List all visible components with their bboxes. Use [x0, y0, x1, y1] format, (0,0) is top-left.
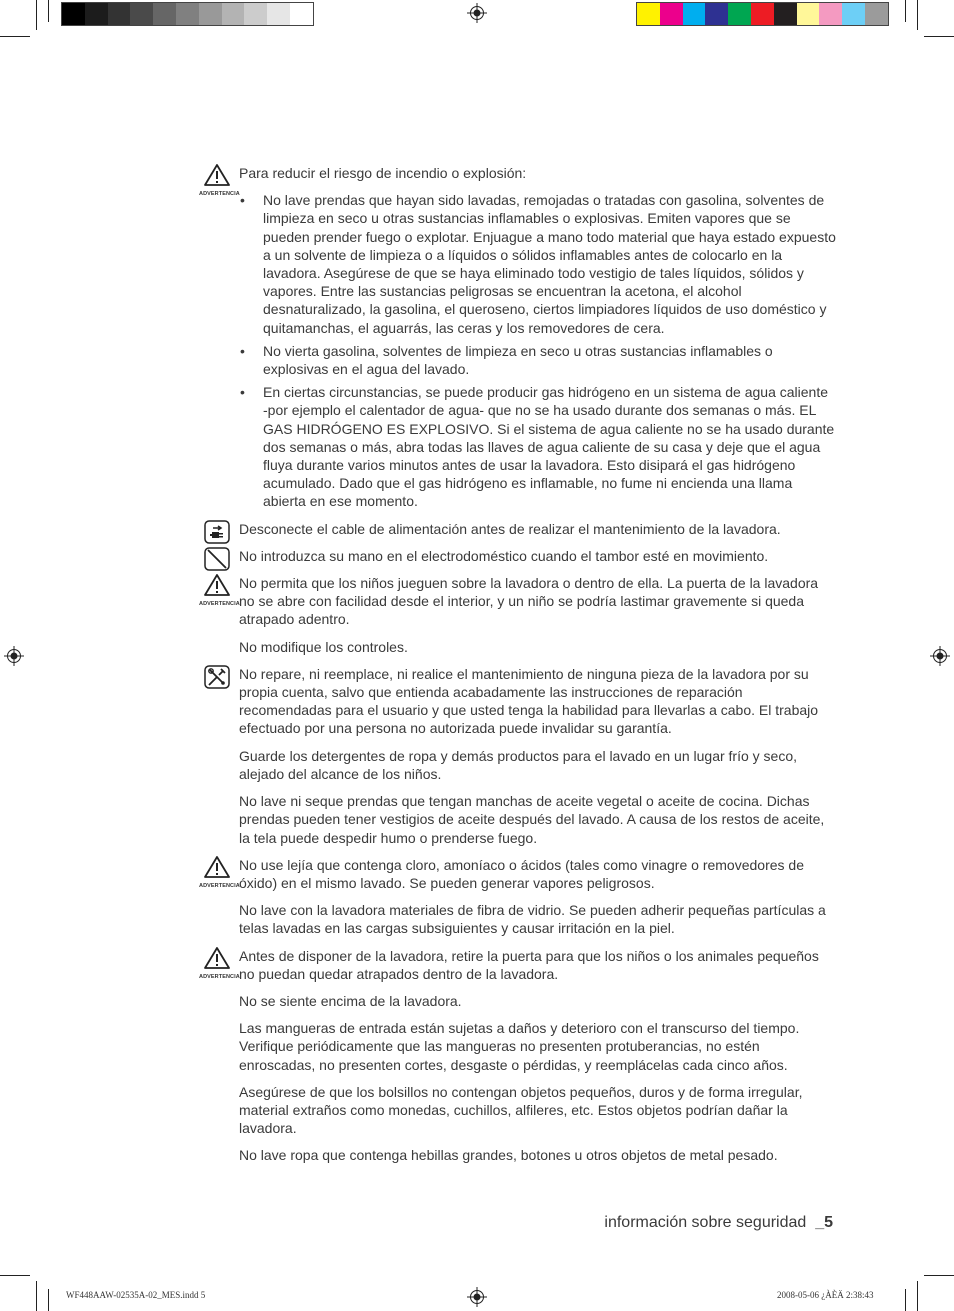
slug-date: 2008-05-06 ¿ÀÈÄ 2:38:43: [777, 1290, 874, 1300]
pockets-block: [196, 1083, 836, 1138]
oil-text: No lave ni seque prendas que tengan manchas de aceite vegetal o aceite de cocina. Dichas prendas pueden tener vestigios de aceite después del lavado. A causa de los restos de aceite, la tela puede despedir humo o prenderse fuego.: [239, 793, 825, 846]
bleach-text: No use lejía que contenga cloro, amoníaco o ácidos (tales como vinagre o removedores de óxido) en el mismo lavado. Se pueden generar vapores peligrosos.: [239, 856, 804, 891]
buckles-text: No lave ropa que contenga hebillas grandes, botones u otros objetos de metal pesado.: [239, 1147, 778, 1164]
repair-block: [196, 665, 836, 738]
warning-label: ADVERTENCIA: [199, 601, 240, 608]
color-swatch: [774, 3, 797, 25]
color-swatch: [865, 3, 888, 25]
warning-triangle-icon: [204, 164, 230, 186]
crop-mark: [917, 1281, 918, 1311]
buckles-block: [196, 1146, 836, 1164]
fire-bullet-list: [239, 191, 836, 510]
page-number: 5: [824, 1214, 833, 1231]
color-swatch: [660, 3, 683, 25]
process-color-bar: [636, 2, 889, 26]
color-swatch: [705, 3, 728, 25]
warning-icon-wrapper: [196, 164, 238, 203]
registration-mark-icon: [4, 646, 24, 666]
unplug-icon-wrapper: [196, 520, 238, 544]
list-item: • En ciertas circunstancias, se puede producir gas hidrógeno en un sistema de agua caliente -por ejemplo el calentador de agua- que no se ha usado durante dos semanas o más. EL GAS HIDRÓGENO ES EXPLOSIVO. Si el sistema de agua caliente no se ha usado durante dos semanas o más, abra todas las llaves de agua caliente de su casa y deje que el agua fluya durante varios minutos antes de usar la lavadora. Esto disipará el gas hidrógeno acumulado. Dado que el gas hidrógeno es inflamable, no fume ni encienda una llama abierta en ese momento.: [239, 383, 836, 510]
color-swatch: [199, 3, 222, 25]
color-swatch: [153, 3, 176, 25]
color-swatch: [728, 3, 751, 25]
color-swatch: [683, 3, 706, 25]
crop-mark: [0, 36, 30, 37]
color-swatch: [751, 3, 774, 25]
slug-file-name: WF448AAW-02535A-02_MES.indd 5: [66, 1290, 206, 1300]
footer-page-prefix: _: [815, 1214, 825, 1231]
color-swatch: [244, 3, 267, 25]
controls-text: No modifique los controles.: [239, 638, 408, 655]
color-swatch: [222, 3, 245, 25]
color-swatch: [85, 3, 108, 25]
warning-label: ADVERTENCIA: [199, 191, 240, 197]
list-item: • No vierta gasolina, solventes de limpieza en seco u otras sustancias inflamables o explosivas en el agua del lavado.: [239, 342, 836, 378]
warning-label: ADVERTENCIA: [199, 882, 240, 889]
crop-mark: [0, 1275, 30, 1276]
crop-mark: [917, 0, 918, 30]
safety-content: [196, 164, 836, 1174]
crop-mark: [905, 0, 906, 22]
detergents-block: [196, 747, 836, 783]
hoses-text: Las mangueras de entrada están sujetas a daños y deterioro con el transcurso del tiempo. Verifique periódicamente que las mangueras no presenten protuberancias, no estén enroscadas, no presenten cortes, desgaste o pérdidas, y reemplácelas cada cinco años.: [239, 1020, 800, 1073]
repair-text: No repare, ni reemplace, ni realice el mantenimiento de ninguna pieza de la lavadora por su propia cuenta, salvo que entienda acabadamente las instrucciones de reparación recomendadas para el usuario y que usted tenga la habilidad para llevarlas a cabo. El trabajo efectuado por una persona no autorizada puede invalidar su garantía.: [239, 665, 819, 737]
hand-text: No introduzca su mano en el electrodoméstico cuando el tambor esté en movimiento.: [239, 547, 769, 564]
detergents-text: Guarde los detergentes de ropa y demás productos para el lavado en un lugar frío y seco, alejado del alcance de los niños.: [239, 747, 798, 782]
fire-warning-block: [196, 164, 836, 511]
footer-section-title: información sobre seguridad: [604, 1214, 807, 1231]
crop-mark: [48, 0, 49, 22]
color-swatch: [176, 3, 199, 25]
no-repair-icon-wrapper: [196, 665, 238, 689]
color-swatch: [62, 3, 85, 25]
no-repair-icon: [204, 665, 230, 689]
prohibited-icon-wrapper: [196, 547, 238, 571]
fire-intro: Para reducir el riesgo de incendio o explosión:: [239, 165, 527, 181]
warning-icon-wrapper: [196, 856, 238, 895]
color-swatch: [130, 3, 153, 25]
crop-mark: [48, 1289, 49, 1311]
grayscale-color-bar: [61, 2, 314, 26]
color-swatch: [290, 3, 313, 25]
color-swatch: [842, 3, 865, 25]
crop-mark: [924, 36, 954, 37]
unplug-block: [196, 520, 836, 538]
warning-triangle-icon: [204, 856, 230, 878]
color-swatch: [819, 3, 842, 25]
page-footer: [604, 1214, 833, 1232]
oil-block: [196, 792, 836, 847]
warning-triangle-icon: [204, 947, 230, 969]
color-swatch: [108, 3, 131, 25]
crop-mark: [36, 0, 37, 30]
color-swatch: [797, 3, 820, 25]
hoses-block: [196, 1019, 836, 1074]
crop-mark: [36, 1281, 37, 1311]
fiberglass-block: [196, 901, 836, 937]
registration-mark-icon: [930, 646, 950, 666]
disposal-text: Antes de disponer de la lavadora, retire la puerta para que los niños o los animales pequeños no puedan quedar atrapados dentro de la lavadora.: [239, 947, 819, 982]
color-swatch: [637, 3, 660, 25]
controls-block: [196, 638, 836, 656]
crop-mark: [905, 1289, 906, 1311]
registration-mark-icon: [467, 3, 487, 23]
children-text: No permita que los niños jueguen sobre la lavadora o dentro de ella. La puerta de la lavadora no se abre con facilidad desde el interior, y un niño se podría lastimar gravemente si queda atrapado adentro.: [239, 575, 819, 628]
sit-block: [196, 992, 836, 1010]
warning-icon-wrapper: [196, 574, 238, 613]
warning-icon-wrapper: [196, 947, 238, 986]
hand-block: [196, 547, 836, 565]
unplug-text: Desconecte el cable de alimentación antes de realizar el mantenimiento de la lavadora.: [239, 520, 781, 537]
disposal-block: [196, 947, 836, 983]
warning-label: ADVERTENCIA: [199, 973, 240, 980]
prohibited-icon: [204, 547, 230, 571]
children-block: [196, 574, 836, 629]
warning-triangle-icon: [204, 574, 230, 596]
crop-mark: [924, 1275, 954, 1276]
fiberglass-text: No lave con la lavadora materiales de fibra de vidrio. Se pueden adherir pequeñas partículas a telas lavadas en las cargas subsiguientes y causar irritación en la piel.: [239, 902, 826, 937]
pockets-text: Asegúrese de que los bolsillos no contengan objetos pequeños, duros y de forma irregular, material extraños como monedas, cuchillos, alfileres, etc. Estos objetos podrían dañar la lavadora.: [239, 1083, 803, 1137]
color-swatch: [267, 3, 290, 25]
bleach-block: [196, 856, 836, 892]
sit-text: No se siente encima de la lavadora.: [239, 992, 462, 1009]
registration-mark-icon: [467, 1287, 487, 1307]
list-item: • No lave prendas que hayan sido lavadas, remojadas o tratadas con gasolina, solventes de limpieza en seco u otras sustancias inflamables o explosivas. Emiten vapores que se pueden prender fuego o explotar. Enjuague a mano todo material que haya estado expuesto a un solvente de limpieza o a líquidos o sólidos inflamables antes de colocarlo en la lavadora. Asegúrese de que se haya eliminado todo vestigio de tales líquidos, sólidos y vapores. Entre las sustancias peligrosas se encuentran la acetona, el alcohol desnaturalizado, la gasolina, el queroseno, ciertos limpiadores líquidos de uso doméstico y quitamanchas, el aguarrás, las ceras y los removedores de cera.: [239, 191, 836, 337]
unplug-icon: [204, 520, 230, 544]
